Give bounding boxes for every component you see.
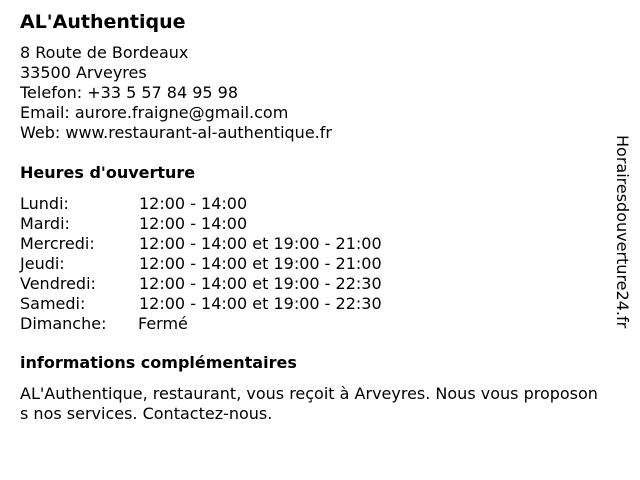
city-address: 33500 Arveyres bbox=[20, 63, 147, 82]
additional-info-text: AL'Authentique, restaurant, vous reçoit à Arveyres. Nous vous proposons nos services. Contactez-nous. bbox=[20, 384, 598, 423]
day-label: Dimanche: bbox=[20, 314, 107, 333]
additional-info-heading: informations complémentaires bbox=[20, 353, 297, 372]
hours-row-friday bbox=[20, 274, 440, 294]
email-line: Email: aurore.fraigne@gmail.com bbox=[20, 103, 289, 122]
time-value: 12:00 - 14:00 et 19:00 - 22:30 bbox=[139, 294, 382, 313]
day-label: Lundi: bbox=[20, 194, 69, 213]
hours-row-sunday bbox=[20, 314, 440, 334]
hours-row-saturday bbox=[20, 294, 440, 314]
hours-row-tuesday bbox=[20, 214, 440, 234]
phone-line: Telefon: +33 5 57 84 95 98 bbox=[20, 83, 239, 102]
day-label: Vendredi: bbox=[20, 274, 96, 293]
time-value: 12:00 - 14:00 et 19:00 - 22:30 bbox=[139, 274, 382, 293]
day-label: Samedi: bbox=[20, 294, 86, 313]
hours-row-thursday bbox=[20, 254, 440, 274]
time-value: 12:00 - 14:00 bbox=[139, 214, 248, 233]
time-value: Fermé bbox=[138, 314, 188, 333]
time-value: 12:00 - 14:00 bbox=[139, 194, 248, 213]
street-address: 8 Route de Bordeaux bbox=[20, 43, 189, 62]
day-label: Mardi: bbox=[20, 214, 70, 233]
time-value: 12:00 - 14:00 et 19:00 - 21:00 bbox=[139, 234, 382, 253]
business-name: AL'Authentique bbox=[20, 11, 186, 33]
day-label: Mercredi: bbox=[20, 234, 95, 253]
web-line: Web: www.restaurant-al-authentique.fr bbox=[20, 123, 332, 142]
time-value: 12:00 - 14:00 et 19:00 - 21:00 bbox=[139, 254, 382, 273]
opening-hours-heading: Heures d'ouverture bbox=[20, 163, 196, 182]
hours-row-wednesday bbox=[20, 234, 440, 254]
hours-row-monday bbox=[20, 194, 440, 214]
opening-hours-list bbox=[20, 194, 440, 334]
day-label: Jeudi: bbox=[20, 254, 65, 273]
contact-block bbox=[20, 43, 332, 143]
site-watermark bbox=[612, 135, 634, 370]
watermark-text: Horairesdouverture24.fr bbox=[613, 135, 632, 329]
